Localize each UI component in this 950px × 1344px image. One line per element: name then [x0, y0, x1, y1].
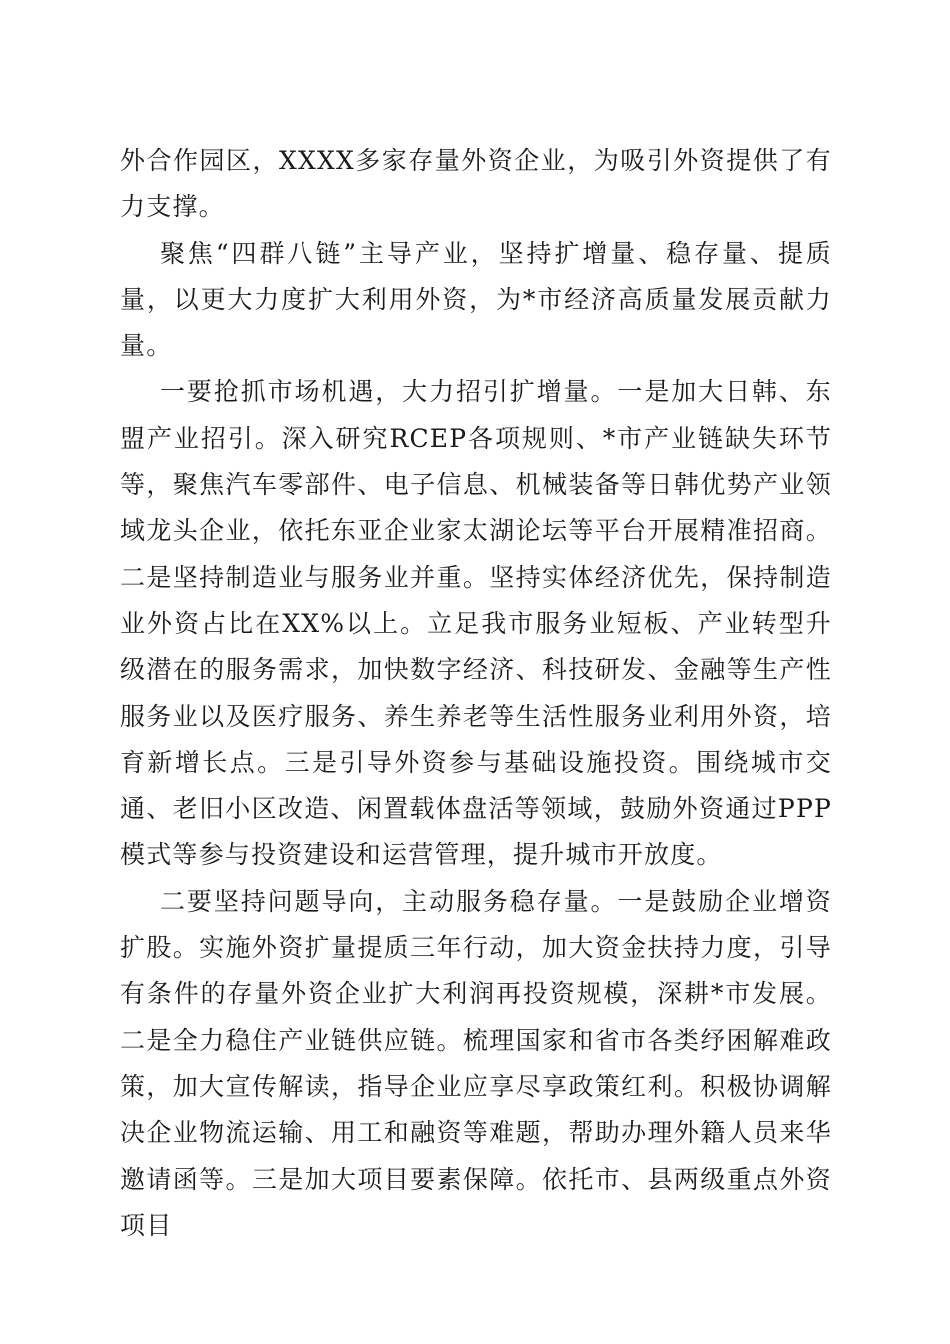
document-body: [120, 138, 832, 1249]
paragraph-focus: 聚焦“四群八链”主导产业，坚持扩增量、稳存量、提质量，以更大力度扩大利用外资，为*市经济高质量发展贡献力量。: [120, 238, 832, 361]
paragraph-continuation: 外合作园区，XXXX多家存量外资企业，为吸引外资提供了有力支撑。: [120, 146, 832, 222]
paragraph-stabilize-stock: 二要坚持问题导向，主动服务稳存量。一是鼓励企业增资扩股。实施外资扩量提质三年行动，加大资金扶持力度，引导有条件的存量外资企业扩大利润再投资规模，深耕*市发展。二是全力稳住产业链供应链。梳理国家和省市各类纾困解难政策，加大宣传解读，指导企业应享尽享政策红利。积极协调解决企业物流运输、用工和融资等难题，帮助办理外籍人员来华邀请函等。三是加大项目要素保障。依托市、县两级重点外资项目: [120, 886, 832, 1240]
paragraph-attract-investment: 一要抢抓市场机遇，大力招引扩增量。一是加大日韩、东盟产业招引。深入研究RCEP各项规则、*市产业链缺失环节等，聚焦汽车零部件、电子信息、机械装备等日韩优势产业领域龙头企业，依托东亚企业家太湖论坛等平台开展精准招商。二是坚持制造业与服务业并重。坚持实体经济优先，保持制造业外资占比在XX%以上。立足我市服务业短板、产业转型升级潜在的服务需求，加快数字经济、科技研发、金融等生产性服务业以及医疗服务、养生养老等生活性服务业利用外资，培育新增长点。三是引导外资参与基础设施投资。围绕城市交通、老旧小区改造、闲置载体盘活等领域，鼓励外资通过PPP模式等参与投资建设和运营管理，提升城市开放度。: [120, 377, 832, 870]
